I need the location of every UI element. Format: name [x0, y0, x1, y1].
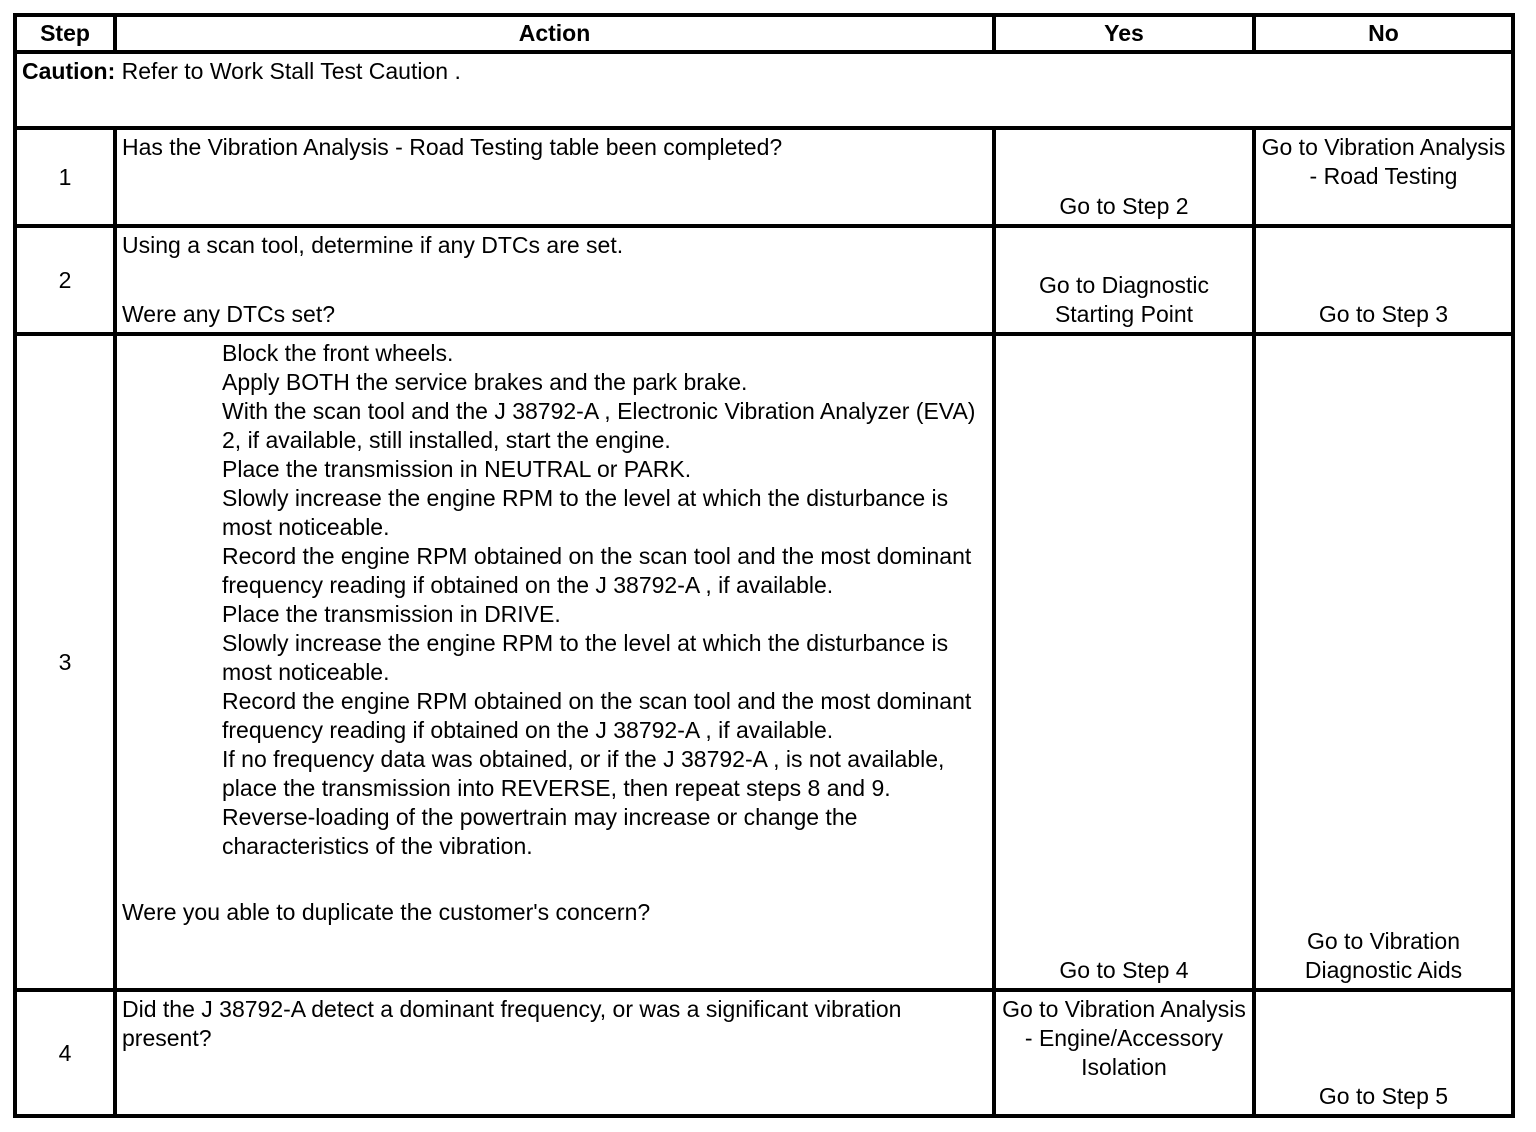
yes-result: Go to Vibration Analysis - Engine/Accessory Isolation — [994, 990, 1254, 1116]
action-cell — [115, 334, 994, 990]
list-item: Record the engine RPM obtained on the scan tool and the most dominant frequency reading if obtained on the J 38792-A , if available. — [222, 688, 972, 743]
yes-result: Go to Diagnostic Starting Point — [994, 226, 1254, 334]
header-row — [15, 15, 1513, 52]
list-item: Place the transmission in DRIVE. — [222, 601, 561, 627]
header-step: Step — [15, 15, 115, 52]
list-item: If no frequency data was obtained, or if the J 38792-A , is not available, place the transmission into REVERSE, then repeat steps 8 and 9. Reverse-loading of the powertrain may increase or change the characteristics of the vibration. — [222, 746, 945, 859]
caution-row — [15, 52, 1513, 128]
list-item: Place the transmission in NEUTRAL or PARK. — [222, 456, 692, 482]
no-result: Go to Step 3 — [1254, 226, 1513, 334]
caution-cell — [15, 52, 1513, 128]
no-result: Go to Step 5 — [1254, 990, 1513, 1116]
action-question: Were any DTCs set? — [122, 301, 336, 327]
list-item: Slowly increase the engine RPM to the level at which the disturbance is most noticeable. — [222, 485, 949, 540]
table-row — [15, 128, 1513, 226]
list-item: Block the front wheels. — [222, 340, 454, 366]
no-result: Go to Vibration Diagnostic Aids — [1254, 334, 1513, 990]
action-intro: Using a scan tool, determine if any DTCs are set. — [122, 232, 624, 258]
action-cell — [115, 990, 994, 1116]
action-question: Did the J 38792-A detect a dominant frequency, or was a significant vibration present? — [122, 996, 902, 1051]
table-row — [15, 334, 1513, 990]
substeps-list — [122, 339, 987, 861]
action-cell — [115, 226, 994, 334]
yes-result: Go to Step 2 — [994, 128, 1254, 226]
table-row — [15, 226, 1513, 334]
diagnostic-table — [13, 13, 1515, 1118]
step-number: 4 — [15, 990, 115, 1116]
list-item: Apply BOTH the service brakes and the park brake. — [222, 369, 748, 395]
step-number: 2 — [15, 226, 115, 334]
step-number: 1 — [15, 128, 115, 226]
no-result: Go to Vibration Analysis - Road Testing — [1254, 128, 1513, 226]
table-row — [15, 990, 1513, 1116]
header-yes: Yes — [994, 15, 1254, 52]
action-question: Has the Vibration Analysis - Road Testing table been completed? — [122, 134, 783, 160]
list-item: Record the engine RPM obtained on the scan tool and the most dominant frequency reading if obtained on the J 38792-A , if available. — [222, 543, 972, 598]
action-cell — [115, 128, 994, 226]
yes-result: Go to Step 4 — [994, 334, 1254, 990]
caution-label: Caution: — [22, 58, 116, 84]
header-action: Action — [115, 15, 994, 52]
list-item: Slowly increase the engine RPM to the level at which the disturbance is most noticeable. — [222, 630, 949, 685]
header-no: No — [1254, 15, 1513, 52]
caution-text: Refer to Work Stall Test Caution . — [115, 58, 461, 84]
action-question: Were you able to duplicate the customer's concern? — [122, 899, 651, 925]
list-item: With the scan tool and the J 38792-A , Electronic Vibration Analyzer (EVA) 2, if available, still installed, start the engine. — [222, 398, 976, 453]
step-number: 3 — [15, 334, 115, 990]
